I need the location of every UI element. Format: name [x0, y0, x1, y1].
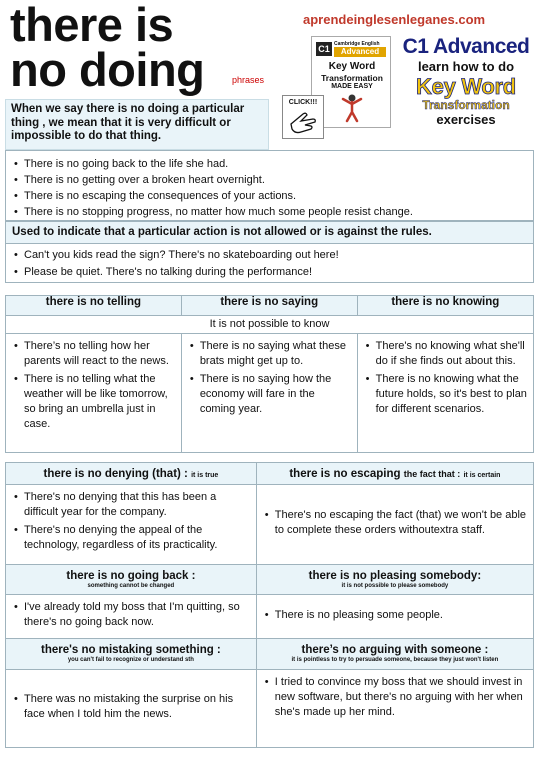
- knowing-table: [5, 295, 534, 453]
- phrase-title: there is no going back :: [66, 569, 196, 582]
- table-cell: [256, 670, 533, 748]
- promo-learn: learn how to do: [417, 59, 515, 74]
- phrase-title: there’s no arguing with someone :: [301, 644, 489, 656]
- phrases-table: [5, 462, 534, 748]
- table-header: [6, 565, 257, 595]
- site-url[interactable]: aprendeinglesenleganes.com: [303, 12, 486, 27]
- book-subtitle: MADE EASY: [331, 83, 373, 90]
- page-title: [10, 0, 240, 96]
- phrase-note: it is pointless to try to persuade someone, because they just won't listen: [291, 657, 499, 663]
- list-item: • There is no knowing what the future holds, so it's best to plan for different scenarios.: [364, 372, 527, 417]
- list-item: • There's no escaping the fact (that) we won't be able to complete these orders withoutextra staff.: [263, 508, 527, 538]
- title-line-1: there is: [10, 0, 174, 51]
- list-item: • Please be quiet. There's no talking during the performance!: [12, 264, 527, 281]
- promo-transformation: Transformation: [422, 98, 510, 112]
- table-cell: [6, 670, 257, 748]
- list-item: • There's no knowing what she'll do if she finds out about this.: [364, 339, 527, 369]
- table-header: [256, 639, 533, 670]
- title-line-2: no doing: [10, 43, 205, 96]
- list-item: • There is no saying how the economy will fare in the coming year.: [188, 372, 351, 417]
- phrase-title: there is no escaping: [289, 467, 401, 480]
- book-title: Key Word: [328, 61, 376, 72]
- book-title-2: Transformation: [321, 73, 383, 83]
- list-item: • There is no saying what these brats might get up to.: [188, 339, 351, 369]
- rules-box: [5, 221, 534, 283]
- list-item: • Can't you kids read the sign? There's no skateboarding out here!: [12, 247, 527, 264]
- list-item: • I tried to convince my boss that we should invest in new software, but there's no arguing with her when she's made up her mind.: [263, 675, 527, 720]
- table-cell: [6, 595, 257, 639]
- list-item: • There is no stopping progress, no matter how much some people resist change.: [12, 204, 527, 220]
- examples-box: [5, 150, 534, 221]
- list-item: • There is no pleasing some people.: [263, 608, 527, 623]
- table-cell: [256, 595, 533, 639]
- table-header: there is no knowing: [357, 296, 533, 316]
- phrase-note: you can't fail to recognize or understand sth: [67, 657, 194, 663]
- phrases-tag: phrases: [232, 75, 265, 85]
- list-item: • There is no getting over a broken heart overnight.: [12, 172, 527, 188]
- list-item: • There is no telling what the weather will be like tomorrow, so bring an umbrella just in case.: [12, 372, 175, 432]
- table-header: [256, 463, 533, 485]
- level-badge: C1: [316, 42, 332, 56]
- phrase-title-extra: the fact that :: [403, 468, 461, 479]
- phrase-title: there's no mistaking something :: [41, 644, 221, 656]
- promo-exercises: exercises: [436, 112, 496, 127]
- promo-keyword: Key Word: [416, 74, 516, 99]
- click-label: CLICK!!!: [288, 99, 318, 106]
- person-figure-icon: [339, 93, 365, 123]
- table-header: [256, 565, 533, 595]
- table-header: there is no telling: [6, 296, 182, 316]
- list-item: • There’s no telling how her parents will react to the news.: [12, 339, 175, 369]
- table-cell: [181, 334, 357, 453]
- list-item: • There's no denying that this has been a difficult year for the company.: [12, 490, 250, 520]
- phrase-title: there is no denying (that) :: [43, 467, 188, 480]
- list-item: • There is no escaping the consequences of your actions.: [12, 188, 527, 204]
- list-item: • I've already told my boss that I'm quitting, so there's no going back now.: [12, 600, 250, 630]
- phrase-note: it is certain: [463, 471, 501, 479]
- table-cell: [6, 334, 182, 453]
- table-cell: [357, 334, 533, 453]
- rules-heading: Used to indicate that a particular action is not allowed or is against the rules.: [6, 222, 533, 244]
- list-item: • There was no mistaking the surprise on his face when I told him the news.: [12, 692, 250, 722]
- phrase-title: there is no pleasing somebody:: [308, 569, 482, 582]
- pointing-hand-icon: [289, 110, 319, 136]
- phrase-note: it is not possible to please somebody: [341, 582, 449, 589]
- list-item: • There's no denying the appeal of the technology, regardless of its practicality.: [12, 523, 250, 553]
- table-cell: [6, 485, 257, 565]
- intro-definition: When we say there is no doing a particular thing , we mean that it is very difficult or impossible to do that thing.: [5, 99, 269, 150]
- level-label: Advanced: [334, 47, 386, 57]
- table-header: [6, 463, 257, 485]
- phrase-note: it is true: [191, 471, 219, 479]
- phrase-note: something cannot be changed: [87, 582, 175, 589]
- meaning-row: It is not possible to know: [6, 316, 534, 334]
- table-cell: [256, 485, 533, 565]
- table-header: [6, 639, 257, 670]
- click-button[interactable]: [282, 95, 324, 139]
- promo-text: [394, 36, 538, 127]
- table-header: there is no saying: [181, 296, 357, 316]
- promo-level: C1 Advanced: [402, 35, 530, 58]
- brand-label: Cambridge English: [334, 41, 380, 47]
- list-item: • There is no going back to the life she had.: [12, 156, 527, 172]
